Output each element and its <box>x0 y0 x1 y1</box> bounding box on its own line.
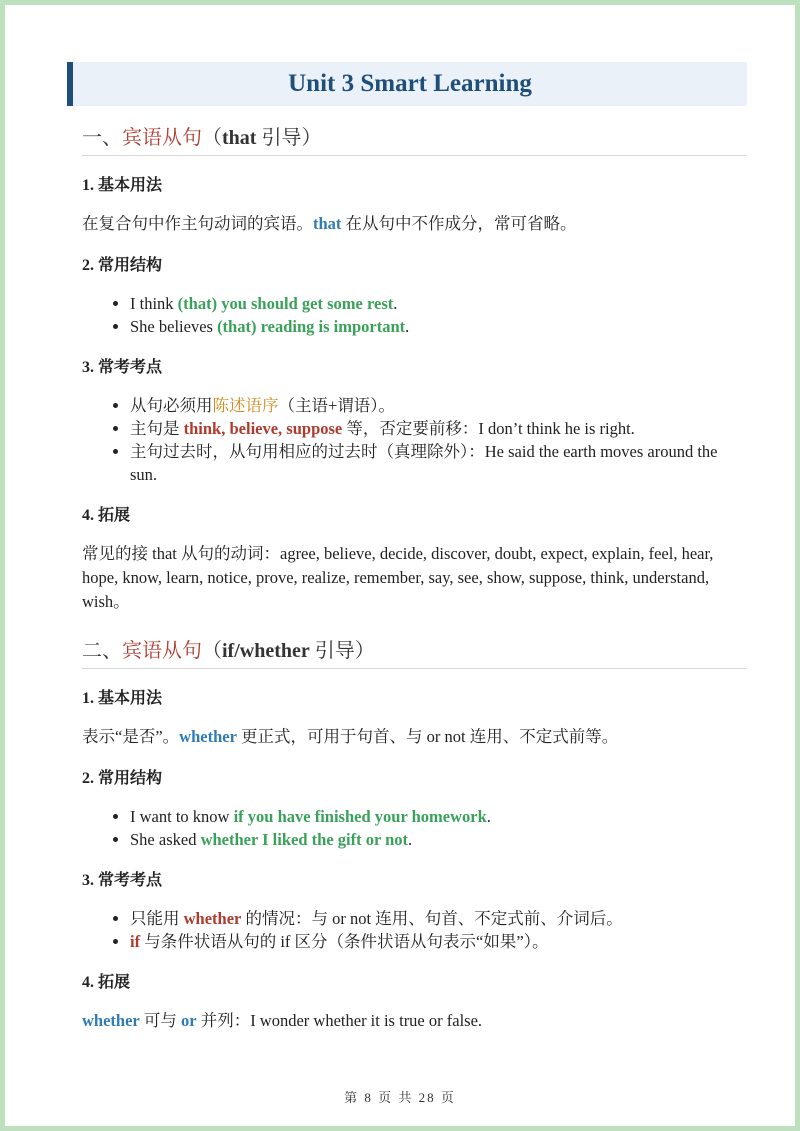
page-footer: 第 8 页 共 28 页 <box>344 1090 456 1105</box>
s2-sub4-text <box>82 1009 747 1033</box>
item-text-end: . <box>393 294 398 313</box>
section1-heading <box>82 123 747 156</box>
item-text-end: 等，否定要前移：I don’t think he is right. <box>342 419 635 438</box>
item-text-end: . <box>486 807 491 826</box>
section1-paren-open: （ <box>202 127 222 149</box>
section2-name: 宾语从句 <box>122 640 202 662</box>
section2-heading <box>82 636 747 669</box>
section2-intro-word: if/whether <box>222 640 310 662</box>
s1-sub2-list <box>82 292 747 338</box>
section1-intro-word: that <box>222 127 257 149</box>
item-text: She believes <box>130 317 218 336</box>
s2-sub1-text-b: 更正式，可用于句首、与 or not 连用、不定式前等。 <box>236 727 619 746</box>
list-item <box>130 930 747 953</box>
s1-sub1-heading: 1. 基本用法 <box>82 177 163 194</box>
item-text: I want to know <box>130 807 234 826</box>
item-text-end: 与条件状语从句的 if 区分（条件状语从句表示“如果”）。 <box>140 932 549 951</box>
item-highlight: whether I liked the gift or not <box>200 830 409 849</box>
item-text: She asked <box>130 830 201 849</box>
s2-sub4-heading: 4. 拓展 <box>82 974 131 991</box>
s2-sub4-mid: 可与 <box>139 1011 181 1030</box>
item-text: 从句必须用 <box>130 396 213 415</box>
s2-sub2-heading: 2. 常用结构 <box>82 770 163 787</box>
item-highlight: if <box>130 932 141 951</box>
s2-sub1-text <box>82 725 747 749</box>
list-item <box>130 315 747 338</box>
s2-sub4-rest: 并列：I wonder whether it is true or false. <box>196 1011 483 1030</box>
title-bar <box>67 62 747 106</box>
item-text-end: （主语+谓语）。 <box>278 396 396 415</box>
s2-sub3-heading: 3. 常考考点 <box>82 872 163 889</box>
item-text: 主句过去时，从句用相应的过去时（真理除外）：He said the earth moves around the sun. <box>130 442 718 484</box>
item-text: 只能用 <box>130 909 184 928</box>
s1-sub4-text: 常见的接 that 从句的动词：agree, believe, decide, discover, doubt, expect, explain, feel, hear, hope, know, learn, notice, prove, realize, remember, say, see, show, suppose, think, understand, wish。 <box>82 544 714 611</box>
s2-sub2-list <box>82 805 747 851</box>
item-highlight: if you have finished your homework <box>233 807 487 826</box>
page-title: Unit 3 Smart Learning <box>288 70 532 97</box>
s1-sub1-keyword: that <box>313 214 342 233</box>
s2-sub3-list <box>82 907 747 953</box>
section1-name: 宾语从句 <box>122 127 202 149</box>
s1-sub1-text-a: 在复合句中作主句动词的宾语。 <box>82 214 313 233</box>
list-item <box>130 907 747 930</box>
s1-sub3-heading: 3. 常考考点 <box>82 359 163 376</box>
list-item <box>130 828 747 851</box>
section1-intro-suffix: 引导 <box>256 127 302 149</box>
s2-sub1-heading: 1. 基本用法 <box>82 690 163 707</box>
item-highlight: 陈述语序 <box>212 396 279 415</box>
item-text-end: . <box>408 830 413 849</box>
section1-number: 一、 <box>82 127 122 149</box>
item-text: I think <box>130 294 178 313</box>
item-highlight: (that) reading is important <box>217 317 406 336</box>
item-text: 主句是 <box>130 419 184 438</box>
item-highlight: (that) you should get some rest <box>177 294 394 313</box>
section2-paren-open: （ <box>202 640 222 662</box>
list-item <box>130 394 747 417</box>
item-highlight: whether <box>183 909 242 928</box>
s2-sub4-keyword2: or <box>180 1011 197 1030</box>
list-item <box>130 417 747 440</box>
s1-sub3-list <box>82 394 747 486</box>
s2-sub4-keyword1: whether <box>82 1011 140 1030</box>
item-text-end: . <box>405 317 410 336</box>
section2-number: 二、 <box>82 640 122 662</box>
s1-sub1-text <box>82 212 747 236</box>
s1-sub4-heading: 4. 拓展 <box>82 507 131 524</box>
s1-sub2-heading: 2. 常用结构 <box>82 257 163 274</box>
list-item <box>130 440 747 486</box>
s2-sub1-text-a: 表示“是否”。 <box>82 727 180 746</box>
section1-paren-close: ） <box>301 127 322 149</box>
s2-sub1-keyword: whether <box>179 727 237 746</box>
s1-sub1-text-b: 在从句中不作成分，常可省略。 <box>341 214 577 233</box>
content <box>82 123 747 1033</box>
section2-intro-suffix: 引导 <box>309 640 355 662</box>
list-item <box>130 805 747 828</box>
section2-paren-close: ） <box>354 640 375 662</box>
item-text-end: 的情况：与 or not 连用、句首、不定式前、介词后。 <box>241 909 623 928</box>
list-item <box>130 292 747 315</box>
item-highlight: think, believe, suppose <box>183 419 343 438</box>
